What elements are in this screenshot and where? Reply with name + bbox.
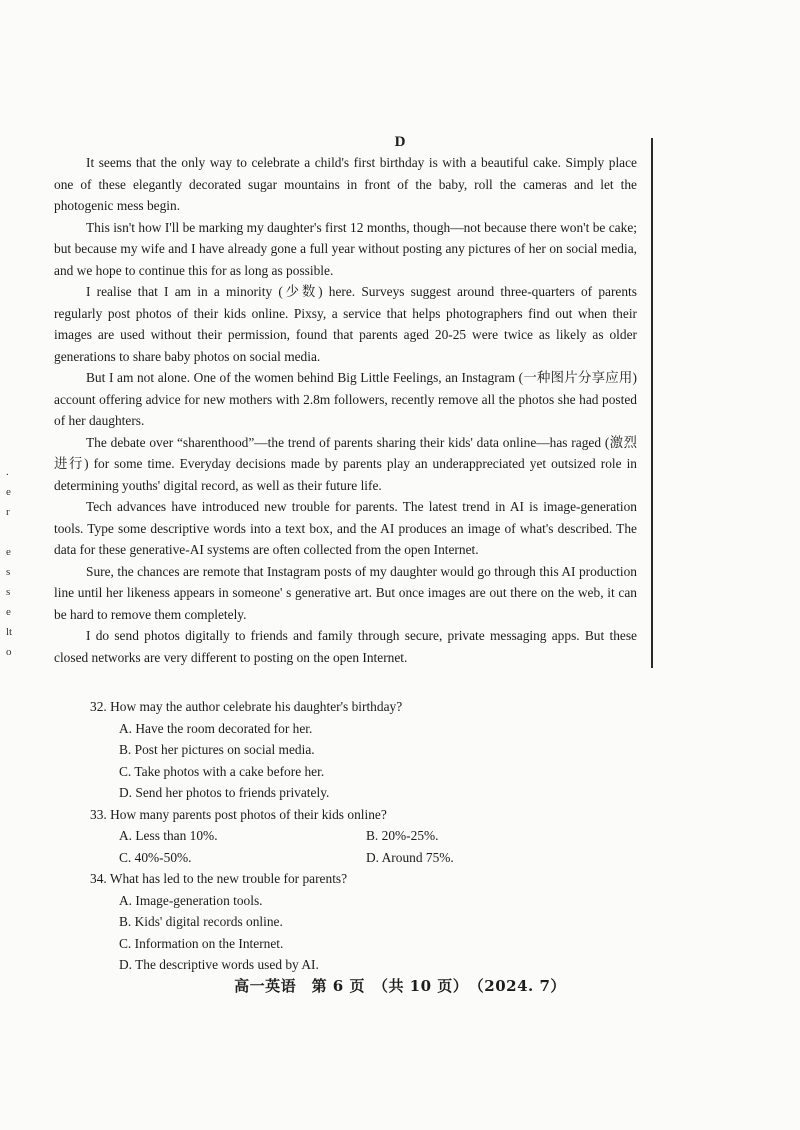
margin-fragment: . — [6, 466, 9, 478]
right-margin-rule — [651, 138, 653, 668]
margin-fragment: o — [6, 646, 12, 658]
passage-paragraph: Tech advances have introduced new trouble for parents. The latest trend in AI is image-generation tools. Type some descriptive words into a text box, and the AI produces an image of what's described. The data for these generative-AI systems are often collected from the open Internet. — [54, 499, 637, 557]
option-list — [119, 718, 640, 804]
question-stem: 33. How many parents post photos of their kids online? — [90, 806, 387, 822]
question-34 — [90, 868, 640, 976]
option-a: A. Image-generation tools. — [119, 892, 263, 908]
margin-fragment: s — [6, 566, 11, 578]
question-list — [90, 696, 640, 976]
reading-passage — [54, 152, 637, 668]
option-c: C. Information on the Internet. — [119, 935, 284, 951]
option-c: C. 40%-50%. — [119, 849, 192, 865]
passage-paragraph: I do send photos digitally to friends and family through secure, private messaging apps. But these closed networks are very different to posting on the open Internet. — [54, 628, 637, 665]
option-list — [119, 825, 640, 868]
option-b: B. 20%-25%. — [366, 828, 439, 843]
margin-fragment: s — [6, 586, 11, 598]
margin-fragment: e — [6, 606, 11, 618]
passage-paragraph: The debate over “sharenthood”—the trend of parents sharing their kids' data online—has raged (激烈进行) for some time. Everyday decisions made by parents play an underappreciated yet outsized role in determining youths' digital record, as well as their future life. — [54, 434, 637, 493]
option-d: D. Send her photos to friends privately. — [119, 785, 330, 800]
option-d: D. The descriptive words used by AI. — [119, 957, 319, 972]
margin-fragment: e — [6, 546, 11, 558]
option-b: B. Kids' digital records online. — [119, 914, 283, 929]
section-heading: D — [394, 134, 406, 150]
option-list — [119, 890, 640, 976]
option-a: A. Less than 10%. — [119, 828, 218, 843]
margin-fragment: e — [6, 486, 11, 498]
passage-paragraph: I realise that I am in a minority (少数) here. Surveys suggest around three-quarters of parents regularly post photos of their kids online. Pixsy, a service that helps photographers find out when their images are used without their permission, found that parents aged 20-25 were twice as likely as older generations to share baby photos on social media. — [54, 284, 637, 364]
option-a: A. Have the room decorated for her. — [119, 720, 313, 736]
question-stem: 32. How may the author celebrate his daughter's birthday? — [90, 699, 403, 714]
option-d: D. Around 75%. — [366, 849, 454, 865]
page-footer: 高一英语 第 6 页 （共 10 页） （2024. 7） — [234, 977, 566, 995]
margin-fragment: lt — [6, 626, 13, 638]
option-c: C. Take photos with a cake before her. — [119, 763, 325, 779]
binding-margin-fragments — [6, 462, 26, 662]
question-32 — [90, 696, 640, 804]
passage-paragraph: But I am not alone. One of the women behind Big Little Feelings, an Instagram (一种图片分享应用) account offering advice for new mothers with 2.8m followers, recently remove all the photos she had posted of her daughters. — [54, 370, 637, 428]
margin-fragment — [6, 522, 26, 542]
margin-fragment: r — [6, 506, 10, 518]
question-33 — [90, 804, 640, 869]
passage-paragraph: It seems that the only way to celebrate a child's first birthday is with a beautiful cake. Simply place one of these elegantly decorated sugar mountains in front of the baby, roll the cameras and let the photogenic mess begin. — [54, 155, 637, 213]
option-b: B. Post her pictures on social media. — [119, 742, 315, 757]
passage-paragraph: This isn't how I'll be marking my daughter's first 12 months, though—not because there won't be cake; but because my wife and I have already gone a full year without posting any pictures of her on social media, and we hope to continue this for as long as possible. — [54, 219, 637, 278]
passage-paragraph: Sure, the chances are remote that Instagram posts of my daughter would go through this AI production line until her likeness appears in someone' s generative art. But once images are out there on the web, it can be hard to remove them completely. — [54, 563, 637, 622]
question-stem: 34. What has led to the new trouble for parents? — [90, 871, 348, 886]
